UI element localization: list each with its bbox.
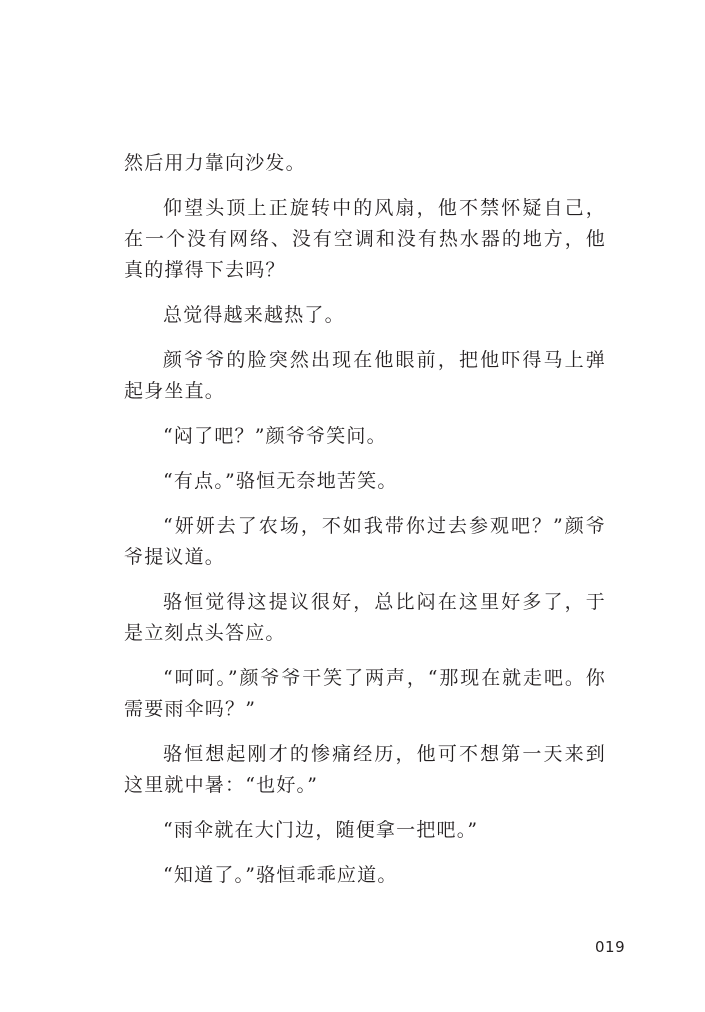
paragraph: “闷了吧？”颜爷爷笑问。 — [163, 425, 387, 447]
paragraph: “妍妍去了农场，不如我带你过去参观吧？”颜爷爷提议道。 — [124, 515, 606, 568]
paragraph: “知道了。”骆恒乖乖应道。 — [163, 864, 398, 886]
paragraph: 骆恒觉得这提议很好，总比闷在这里好多了，于是立刻点头答应。 — [124, 591, 606, 644]
paragraph: 然后用力靠向沙发。 — [124, 152, 306, 174]
paragraph: “呵呵。”颜爷爷干笑了两声，“那现在就走吧。你需要雨伞吗？” — [124, 667, 606, 720]
paragraph: 颜爷爷的脸突然出现在他眼前，把他吓得马上弹起身坐直。 — [124, 349, 606, 402]
page-number: 019 — [595, 938, 626, 956]
paragraph: 仰望头顶上正旋转中的风扇，他不禁怀疑自己，在一个没有网络、没有空调和没有热水器的地方，他真的撑得下去吗？ — [124, 197, 606, 281]
paragraph: 骆恒想起刚才的惨痛经历，他可不想第一天来到这里就中暑：“也好。” — [124, 743, 606, 796]
paragraph: “雨伞就在大门边，随便拿一把吧。” — [163, 819, 479, 841]
paragraph: 总觉得越来越热了。 — [163, 304, 345, 326]
body-text — [124, 148, 606, 905]
paragraph: “有点。”骆恒无奈地苦笑。 — [163, 470, 398, 492]
